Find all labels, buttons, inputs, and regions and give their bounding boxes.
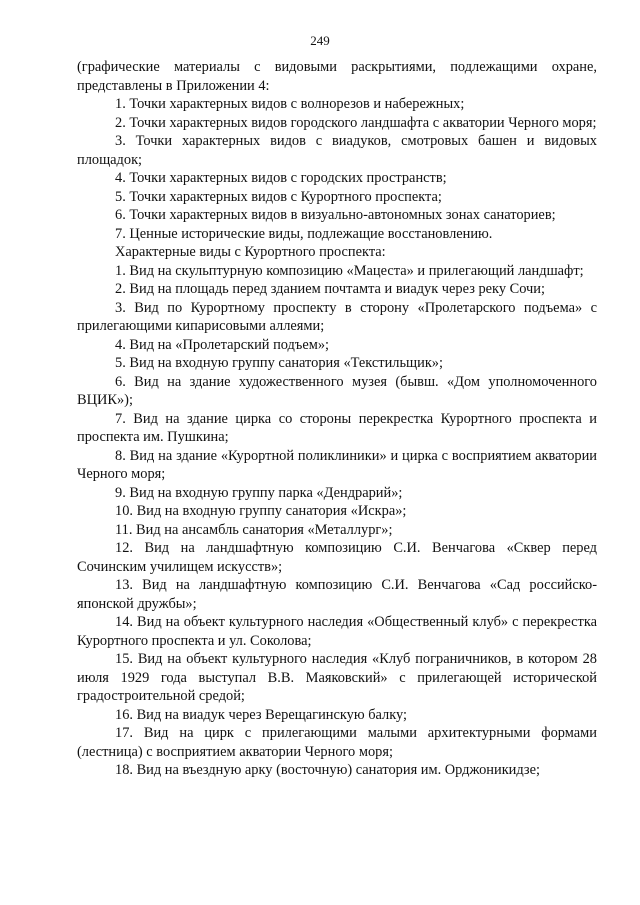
view-item: 15. Вид на объект культурного наследия «Клуб пограничников, в котором 28 июля 1929 года выступал В.В. Маяковский» с прилегающей исторической градостроительной средой;: [77, 651, 597, 704]
point-item: 6. Точки характерных видов в визуально-автономных зонах санаториев;: [115, 207, 556, 223]
point-item: 4. Точки характерных видов с городских пространств;: [115, 170, 447, 186]
point-item: 7. Ценные исторические виды, подлежащие восстановлению.: [115, 225, 493, 242]
point-item: 1. Точки характерных видов с волнорезов и набережных;: [115, 96, 465, 112]
view-item: 6. Вид на здание художественного музея (бывш. «Дом уполномоченного ВЦИК»);: [77, 373, 597, 408]
intro-paragraph: (графические материалы с видовыми раскрытиями, подлежащими охране, представлены в Приложении 4:: [77, 59, 597, 94]
point-item: 5. Точки характерных видов с Курортного проспекта;: [115, 188, 442, 205]
view-item: 2. Вид на площадь перед зданием почтамта и виадук через реку Сочи;: [115, 281, 545, 297]
view-item: 7. Вид на здание цирка со стороны перекрестка Курортного проспекта и проспекта им. Пушкина;: [77, 410, 597, 445]
point-item: 3. Точки характерных видов с виадуков, смотровых башен и видовых площадок;: [77, 133, 597, 168]
view-item: 9. Вид на входную группу парка «Дендрарий»;: [115, 484, 403, 501]
point-item: 2. Точки характерных видов городского ландшафта с акватории Черного моря;: [115, 114, 597, 131]
view-item: 3. Вид по Курортному проспекту в сторону «Пролетарского подъема» с прилегающими кипарисовыми аллеями;: [77, 299, 597, 334]
view-item: 12. Вид на ландшафтную композицию С.И. Венчагова «Сквер перед Сочинским училищем искусств»;: [77, 540, 597, 575]
view-item: 1. Вид на скульптурную композицию «Мацеста» и прилегающий ландшафт;: [115, 262, 584, 279]
view-item: 4. Вид на «Пролетарский подъем»;: [115, 336, 330, 353]
view-item: 14. Вид на объект культурного наследия «Общественный клуб» с перекрестка Курортного проспекта и ул. Соколова;: [77, 614, 597, 649]
view-item: 8. Вид на здание «Курортной поликлиники» и цирка с восприятием акватории Черного моря;: [77, 447, 597, 482]
view-item: 11. Вид на ансамбль санатория «Металлург»;: [115, 521, 393, 538]
views-heading: Характерные виды с Курортного проспекта:: [115, 244, 386, 260]
view-item: 18. Вид на въездную арку (восточную) санатория им. Орджоникидзе;: [115, 762, 540, 778]
document-body: [77, 58, 597, 780]
view-item: 13. Вид на ландшафтную композицию С.И. Венчагова «Сад российско-японской дружбы»;: [77, 577, 597, 612]
view-item: 5. Вид на входную группу санатория «Текстильщик»;: [115, 355, 444, 371]
view-item: 10. Вид на входную группу санатория «Искра»;: [115, 503, 407, 519]
view-item: 16. Вид на виадук через Верещагинскую балку;: [115, 706, 408, 723]
view-item: 17. Вид на цирк с прилегающими малыми архитектурными формами (лестница) с восприятием акватории Черного моря;: [77, 725, 597, 760]
page-number: 249: [310, 33, 330, 48]
